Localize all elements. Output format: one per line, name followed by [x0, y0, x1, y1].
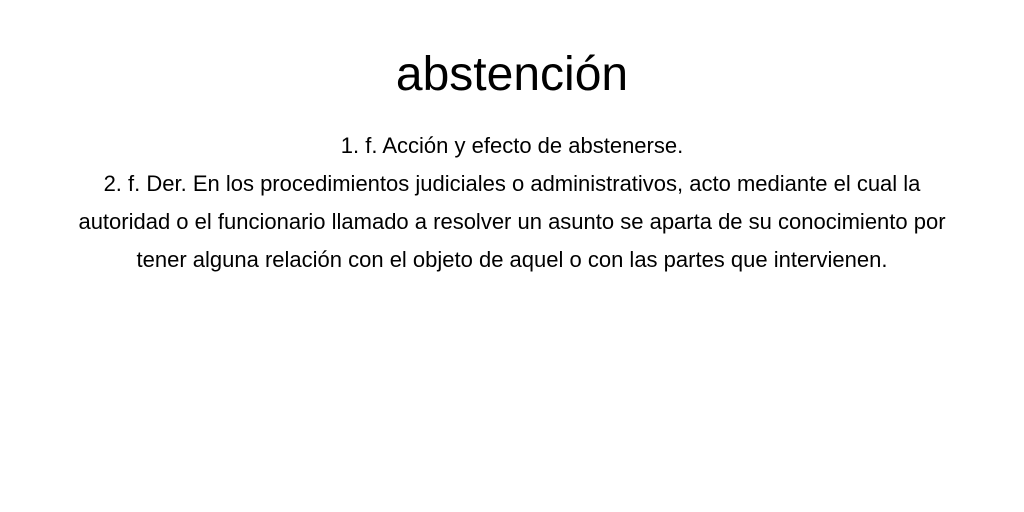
definition-list	[62, 127, 962, 279]
definition-sense-2: 2. f. Der. En los procedimientos judiciales o administrativos, acto mediante el cual la autoridad o el funcionario llamado a resolver un asunto se aparta de su conocimiento por tener alguna relación con el objeto de aquel o con las partes que intervienen.	[78, 171, 946, 272]
headword-title: abstención	[395, 48, 629, 101]
definition-sense-1: 1. f. Acción y efecto de abstenerse.	[340, 133, 684, 158]
